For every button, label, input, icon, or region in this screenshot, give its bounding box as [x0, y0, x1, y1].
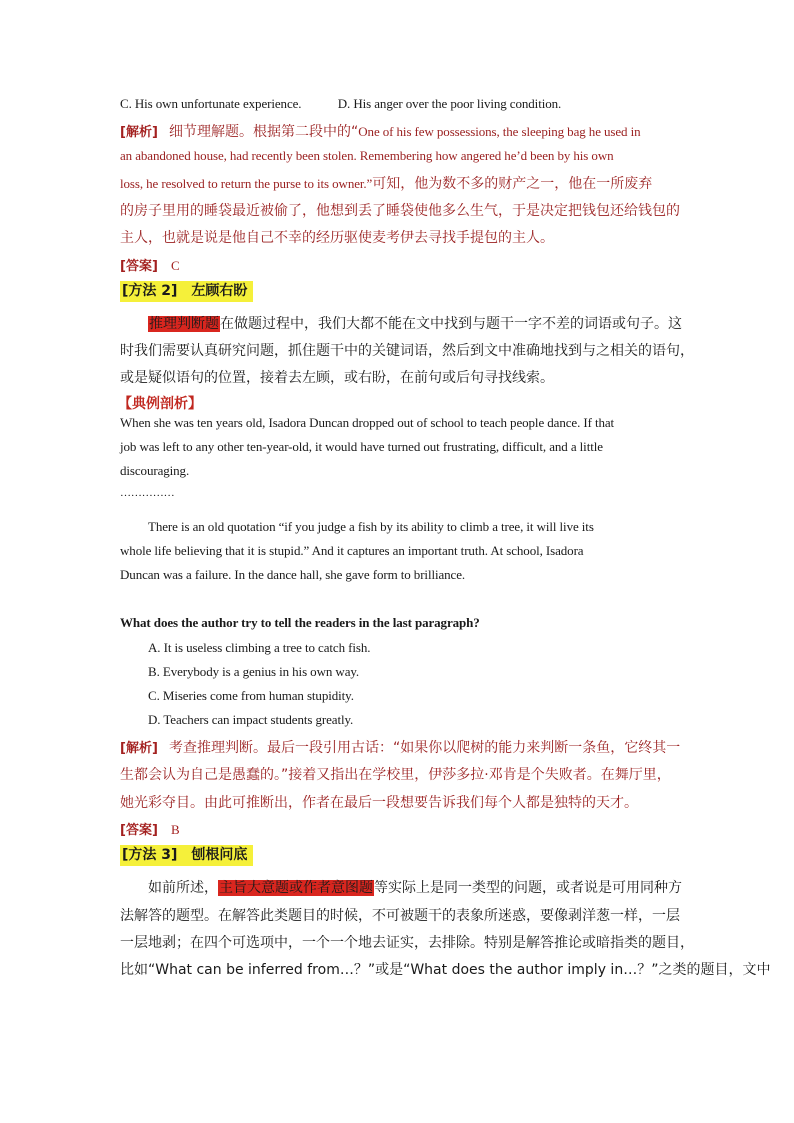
answer2: [120, 819, 180, 838]
passage-p1-line3: discouraging.: [120, 463, 190, 478]
method2-line2: 时我们需要认真研究问题，抓住题干中的关键词语，然后到文中准确地找到与之相关的语句，: [120, 343, 694, 359]
analysis1-line3: loss, he resolved to return the purse to its owner.”可知，他为数不多的财产之一，他在一所废弃: [120, 176, 653, 192]
analysis-tag: [解析]: [120, 741, 158, 756]
analysis1-line4: 的房子里用的睡袋最近被偷了，他想到丢了睡袋使他多么生气，于是决定把钱包还给钱包的: [120, 203, 680, 219]
method2-heading: [方法 2] 左顾右盼: [120, 281, 253, 302]
answer-value: B: [170, 822, 180, 837]
method3-line3: 一层地剥；在四个可选项中，一个一个地去证实，去排除。特别是解答推论或暗指类的题目，: [120, 935, 694, 951]
analysis2-line2: 生都会认为自己是愚蠢的。”接着又指出在学校里，伊莎多拉·邓肯是个失败者。在舞厅里，: [120, 767, 671, 783]
answer-tag: [答案]: [120, 259, 158, 274]
option-row: [120, 96, 561, 112]
method3-heading: [方法 3] 刨根问底: [120, 845, 253, 866]
option-c: C. His own unfortunate experience.: [120, 96, 302, 111]
method2-line1: 推理判断题在做题过程中，我们大都不能在文中找到与题干一字不差的词语或句子。这: [149, 316, 682, 332]
method3-line1: 如前所述，主旨大意题或作者意图题等实际上是同一类型的问题，或者说是可用同种方: [148, 880, 682, 896]
example-label: 【典例剖析】: [118, 396, 202, 412]
answer1: [120, 255, 180, 274]
question-option-d: D. Teachers can impact students greatly.: [148, 712, 354, 727]
passage-ellipsis: ……………: [120, 487, 175, 499]
passage-p2-line1: There is an old quotation “if you judge a fish by its ability to climb a tree, it will live its: [148, 519, 594, 534]
method2-line3: 或是疑似语句的位置，接着去左顾，或右盼，在前句或后句寻找线索。: [120, 370, 554, 386]
method3-line2: 法解答的题型。在解答此类题目的时候，不可被题干的表象所迷惑，要像剥洋葱一样，一层: [120, 908, 680, 924]
option-d: D. His anger over the poor living condition.: [337, 96, 562, 111]
passage-p1-line1: When she was ten years old, Isadora Duncan dropped out of school to teach people dance. If that: [120, 415, 615, 430]
analysis2-line3: 她光彩夺目。由此可推断出，作者在最后一段想要告诉我们每个人都是独特的天才。: [120, 795, 638, 811]
highlight-term: 推理判断题: [149, 316, 219, 332]
question-option-a: A. It is useless climbing a tree to catch fish.: [148, 640, 371, 655]
question-option-b: B. Everybody is a genius in his own way.: [148, 664, 360, 679]
passage-p2-line3: Duncan was a failure. In the dance hall, she gave form to brilliance.: [120, 567, 466, 582]
analysis-tag: [解析]: [120, 125, 158, 140]
answer-value: C: [170, 258, 180, 273]
answer-tag: [答案]: [120, 823, 158, 838]
passage-p2-line2: whole life believing that it is stupid.” And it captures an important truth. At school, Isadora: [120, 543, 584, 558]
analysis1-line2: an abandoned house, had recently been stolen. Remembering how angered he’d been by his own: [120, 148, 614, 163]
analysis2-line1: [解析] 考查推理判断。最后一段引用古话：“如果你以爬树的能力来判断一条鱼，它终其一: [120, 740, 681, 756]
highlight-term: 主旨大意题或作者意图题: [219, 880, 373, 896]
analysis1-line1: [解析] 细节理解题。根据第二段中的“One of his few possessions, the sleeping bag he used in: [120, 124, 641, 140]
question-text: What does the author try to tell the readers in the last paragraph?: [120, 615, 480, 630]
method3-line4: 比如“What can be inferred from…？”或是“What does the author imply in…？”之类的题目，文中: [120, 962, 771, 978]
analysis1-line5: 主人，也就是说是他自己不幸的经历驱使麦考伊去寻找手提包的主人。: [120, 230, 554, 246]
passage-p1-line2: job was left to any other ten-year-old, it would have turned out frustrating, difficult, and a little: [120, 439, 603, 454]
question-option-c: C. Miseries come from human stupidity.: [148, 688, 354, 703]
